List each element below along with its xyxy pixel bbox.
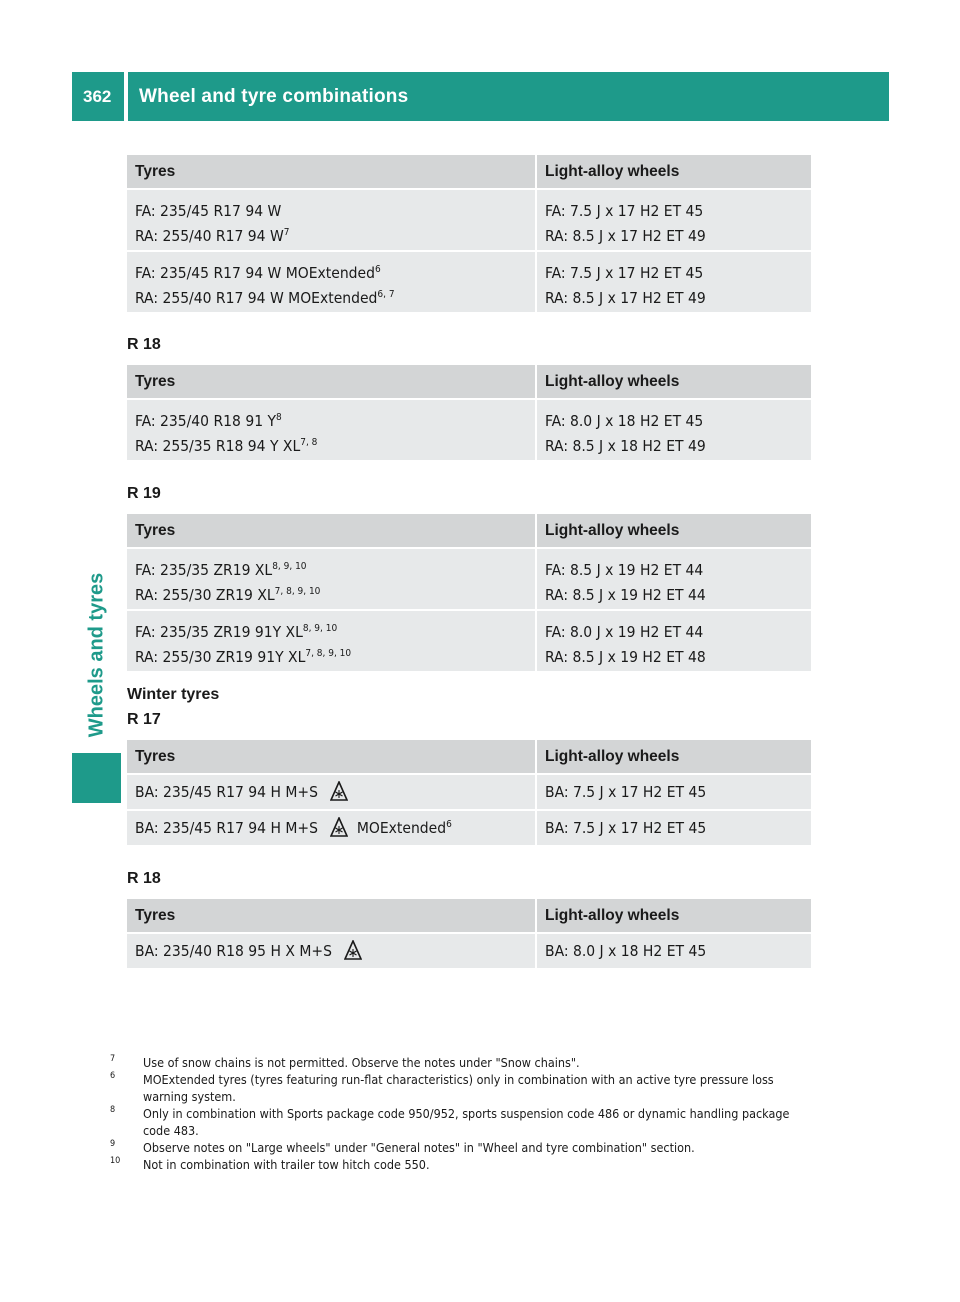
column-header-tyres: Tyres xyxy=(127,740,537,773)
table-row xyxy=(127,775,811,811)
footnote: 10 Not in combination with trailer tow hitch code 550. xyxy=(110,1156,430,1172)
page-title: Wheel and tyre combinations xyxy=(139,86,409,107)
footnote: 9 Observe notes on "Large wheels" under "General notes" in "Wheel and tyre combination" section. xyxy=(110,1139,695,1155)
wheels-cell: FA: 8.0 J x 18 H2 ET 45 RA: 8.5 J x 18 H2 ET 49 xyxy=(537,400,811,460)
footnote: 7 Use of snow chains is not permitted. Observe the notes under "Snow chains". xyxy=(110,1054,580,1070)
header-divider xyxy=(124,72,128,121)
section-heading-r18: R 18 xyxy=(127,336,161,353)
footnotes xyxy=(110,1054,815,1173)
footnote: 6 MOExtended tyres (tyres featuring run-flat characteristics) only in combination with an active tyre pressure loss warning system. xyxy=(110,1071,774,1104)
tyres-cell: BA: 235/45 R17 94 H M+S xyxy=(127,775,537,809)
table-row xyxy=(127,549,811,611)
footnote: 8 Only in combination with Sports package code 950/952, sports suspension code 486 or dynamic handling package code 483. xyxy=(110,1105,790,1138)
wheels-cell: BA: 7.5 J x 17 H2 ET 45 xyxy=(537,811,811,845)
snowflake-mountain-icon xyxy=(344,940,362,960)
table-row xyxy=(127,811,811,847)
wheels-cell: BA: 7.5 J x 17 H2 ET 45 xyxy=(537,775,811,809)
page-header xyxy=(72,72,889,121)
wheels-cell: FA: 7.5 J x 17 H2 ET 45 RA: 8.5 J x 17 H2 ET 49 xyxy=(537,252,811,312)
snowflake-mountain-icon xyxy=(330,817,348,837)
table-header-row xyxy=(127,365,811,400)
column-header-tyres: Tyres xyxy=(127,899,537,932)
column-header-wheels: Light-alloy wheels xyxy=(537,899,811,932)
chapter-tab-marker xyxy=(72,753,121,803)
column-header-wheels: Light-alloy wheels xyxy=(537,155,811,188)
wheels-cell: FA: 7.5 J x 17 H2 ET 45 RA: 8.5 J x 17 H2 ET 49 xyxy=(537,190,811,250)
column-header-wheels: Light-alloy wheels xyxy=(537,365,811,398)
snowflake-mountain-icon xyxy=(330,781,348,801)
table-row xyxy=(127,934,811,970)
column-header-wheels: Light-alloy wheels xyxy=(537,740,811,773)
tyres-cell: BA: 235/40 R18 95 H X M+S xyxy=(127,934,537,968)
tyres-cell: FA: 235/35 ZR19 91Y XL$^{8, 9, 10}$ RA: 255/30 ZR19 91Y XL$^{7, 8, 9, 10}$ xyxy=(127,611,537,671)
tyres-cell: FA: 235/35 ZR19 XL$^{8, 9, 10}$ RA: 255/30 ZR19 XL$^{7, 8, 9, 10}$ xyxy=(127,549,537,609)
section-heading-r19: R 19 xyxy=(127,485,161,502)
tyres-cell: BA: 235/45 R17 94 H M+S MOExtended$^6$ xyxy=(127,811,537,845)
tyres-cell: FA: 235/40 R18 91 $Y^8$ RA: 255/35 R18 94 Y XL$^{7, 8}$ xyxy=(127,400,537,460)
tyres-cell: FA: 235/45 R17 94 W MOExtended$^6$ RA: 255/40 R17 94 W MOExtended$^{6, 7}$ xyxy=(127,252,537,312)
table-row xyxy=(127,190,811,252)
wheels-cell: BA: 8.0 J x 18 H2 ET 45 xyxy=(537,934,811,968)
tyre-table-r19 xyxy=(127,514,811,673)
tyre-table-r17 xyxy=(127,155,811,314)
column-header-tyres: Tyres xyxy=(127,155,537,188)
wheels-cell: FA: 8.5 J x 19 H2 ET 44 RA: 8.5 J x 19 H2 ET 44 xyxy=(537,549,811,609)
table-header-row xyxy=(127,899,811,934)
column-header-tyres: Tyres xyxy=(127,365,537,398)
column-header-wheels: Light-alloy wheels xyxy=(537,514,811,547)
table-row xyxy=(127,611,811,673)
chapter-label: Wheels and tyres xyxy=(85,572,108,738)
table-header-row xyxy=(127,740,811,775)
table-row xyxy=(127,252,811,314)
wheels-cell: FA: 8.0 J x 19 H2 ET 44 RA: 8.5 J x 19 H2 ET 48 xyxy=(537,611,811,671)
section-heading-winter-tyres: Winter tyres xyxy=(127,686,220,703)
table-row xyxy=(127,400,811,462)
winter-tyre-table-r17 xyxy=(127,740,811,847)
table-header-row xyxy=(127,155,811,190)
tyre-table-r18 xyxy=(127,365,811,462)
table-header-row xyxy=(127,514,811,549)
column-header-tyres: Tyres xyxy=(127,514,537,547)
tyres-cell: FA: 235/45 R17 94 W RA: 255/40 R17 94 $W^7$ xyxy=(127,190,537,250)
section-heading-r17: R 17 xyxy=(127,711,161,728)
winter-tyre-table-r18 xyxy=(127,899,811,970)
page-number: 362 xyxy=(83,87,112,106)
section-heading-r18-winter: R 18 xyxy=(127,870,161,887)
